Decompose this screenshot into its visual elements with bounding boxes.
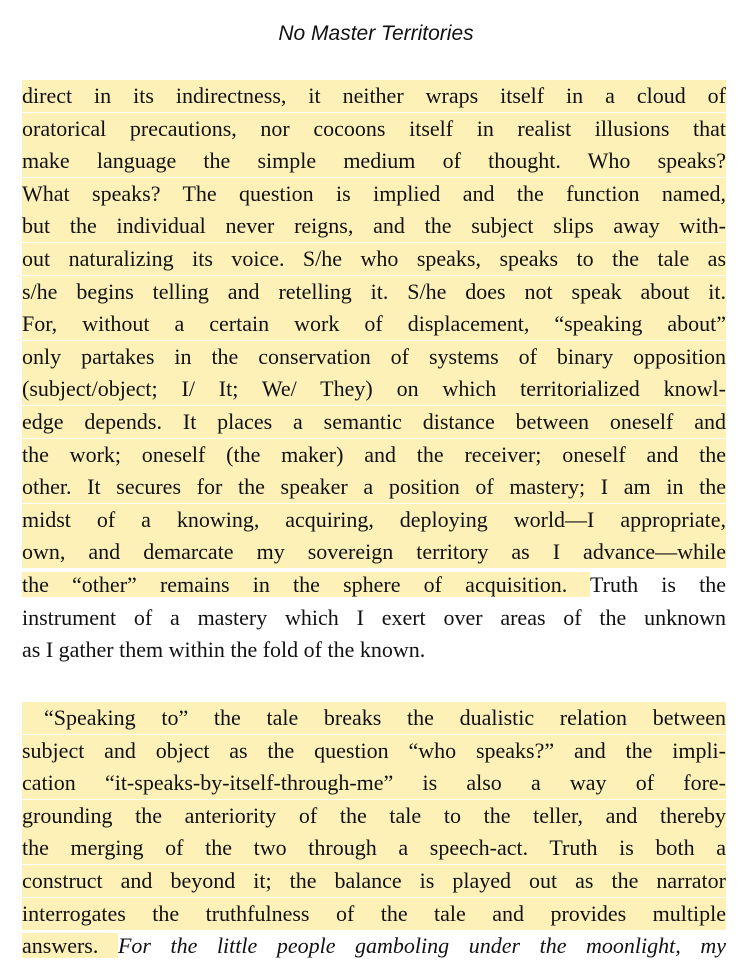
text-line: What speaks? The question is implied and the function named, (22, 178, 726, 210)
text-line: instrument of a mastery which I exert over areas of the unknown (22, 604, 726, 630)
text-line: direct in its indirectness, it neither wraps itself in a cloud of (22, 80, 726, 112)
text-line: own, and demarcate my sovereign territory as I advance—while (22, 536, 726, 568)
text-line: out naturalizing its voice. S/he who speaks, speaks to the tale as (22, 243, 726, 275)
text-line: (subject/object; I/ It; We/ They) on which territorialized knowl- (22, 373, 726, 405)
text-line: the merging of the two through a speech-act. Truth is both a (22, 832, 726, 864)
italic-text: For the little people gamboling under the moonlight, my (117, 933, 726, 959)
text-line (22, 569, 726, 601)
text-line (22, 930, 726, 962)
text-line: s/he begins telling and retelling it. S/he does not speak about it. (22, 276, 726, 308)
text-line: midst of a knowing, acquiring, deploying world—I appropriate, (22, 504, 726, 536)
highlighted-text: answers. (22, 933, 118, 959)
text-line: as I gather them within the fold of the known. (22, 637, 426, 663)
text-line: interrogates the truthfulness of the tale and provides multiple (22, 898, 726, 930)
text-line: cation “it-speaks-by-itself-through-me” is also a way of fore- (22, 767, 726, 799)
text-line: construct and beyond it; the balance is played out as the narrator (22, 865, 726, 897)
text-line: For, without a certain work of displacement, “speaking about” (22, 308, 726, 340)
text-line: only partakes in the conservation of systems of binary opposition (22, 341, 726, 373)
text-line: “Speaking to” the tale breaks the dualistic relation between (22, 702, 726, 734)
text-line: make language the simple medium of thought. Who speaks? (22, 145, 726, 177)
running-header: No Master Territories (278, 22, 474, 45)
text-line: subject and object as the question “who speaks?” and the impli- (22, 735, 726, 767)
text-line: the work; oneself (the maker) and the receiver; oneself and the (22, 439, 726, 471)
text-line: but the individual never reigns, and the subject slips away with- (22, 210, 726, 242)
highlighted-text: the “other” remains in the sphere of acquisition. (22, 572, 590, 597)
text-line: other. It secures for the speaker a position of mastery; I am in the (22, 471, 726, 503)
text-line: oratorical precautions, nor cocoons itself in realist illusions that (22, 113, 726, 145)
text-line: grounding the anteriority of the tale to the teller, and thereby (22, 800, 726, 832)
text-line: edge depends. It places a semantic distance between oneself and (22, 406, 726, 438)
plain-text: Truth is the (590, 572, 726, 597)
